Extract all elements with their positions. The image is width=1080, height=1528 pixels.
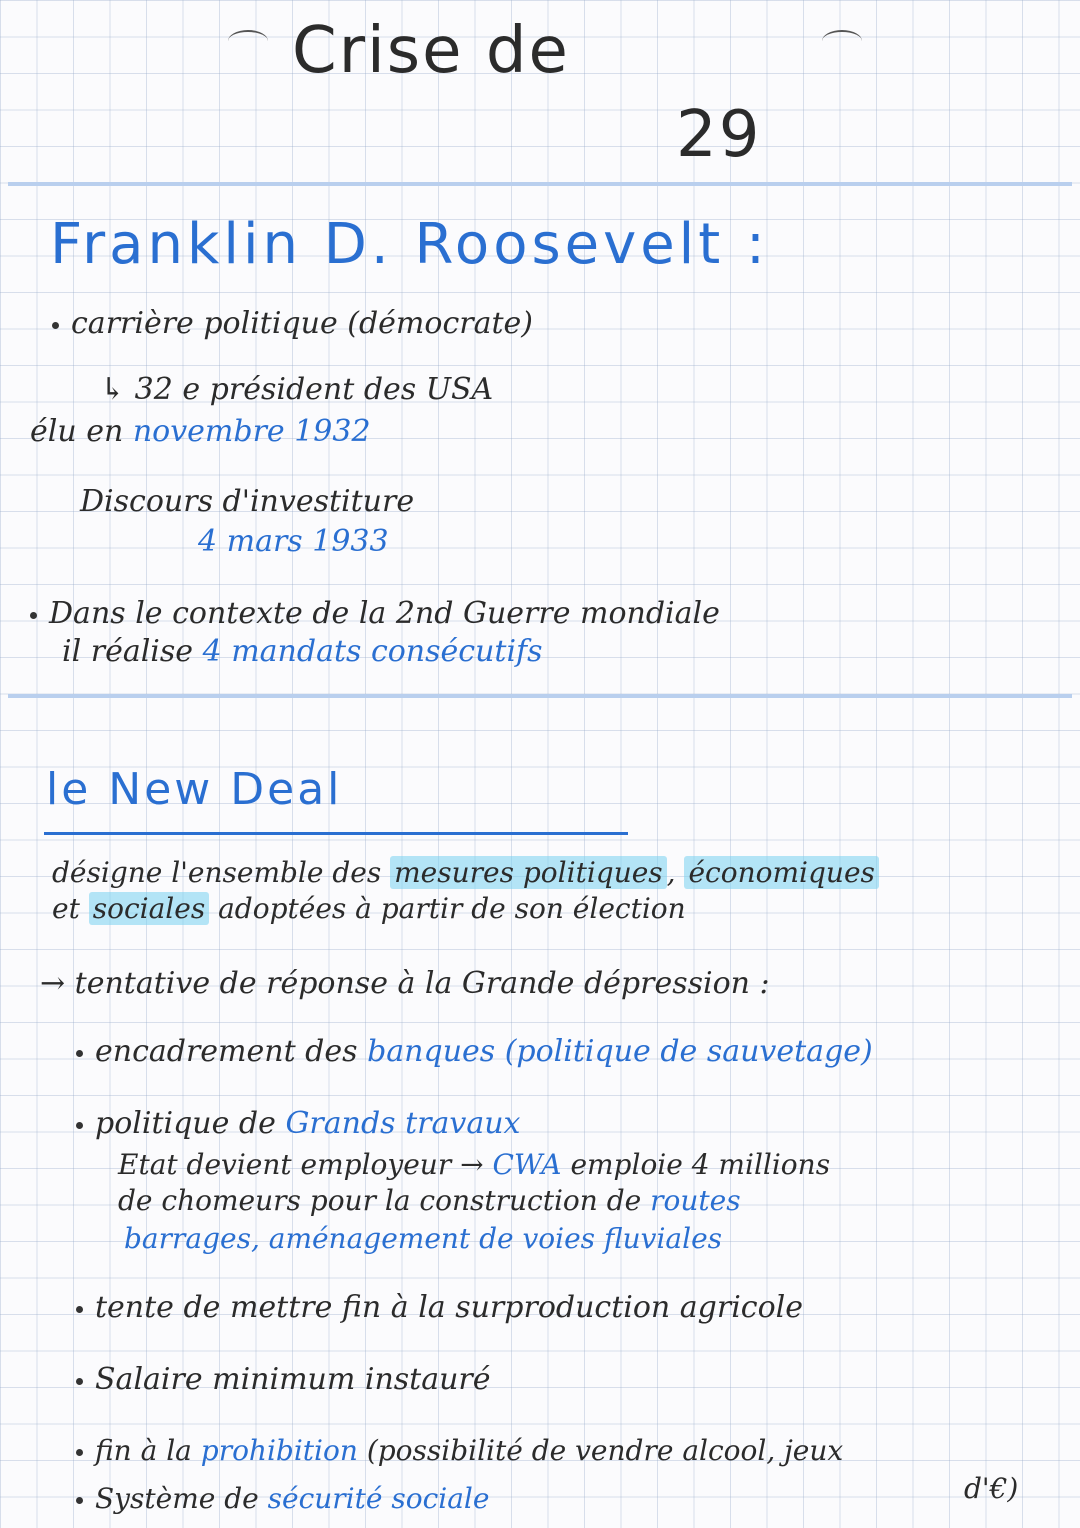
note-line: il réalise 4 mandats consécutifs — [62, 634, 543, 669]
note-line: Discours d'investiture — [80, 484, 415, 519]
note-line: carrière politique (démocrate) — [52, 306, 533, 341]
note-bullet: Salaire minimum instauré — [76, 1362, 491, 1397]
title-decoration-right — [822, 30, 862, 52]
note-line: → tentative de réponse à la Grande dépression : — [40, 966, 770, 1001]
note-line: Etat devient employeur → CWA emploie 4 millions — [118, 1148, 831, 1181]
bullet — [30, 612, 37, 619]
page-title: Crise de — [292, 14, 570, 88]
note-bullet: tente de mettre fin à la surproduction agricole — [76, 1290, 803, 1325]
note-line: et sociales adoptées à partir de son élection — [52, 892, 686, 925]
bullet — [76, 1050, 83, 1057]
title-decoration-left — [228, 30, 268, 52]
note-bullet: Système de sécurité sociale — [76, 1482, 489, 1515]
divider-top — [8, 182, 1072, 186]
note-bullet: fin à la prohibition (possibilité de vendre alcool, jeux — [76, 1434, 843, 1467]
bullet — [76, 1122, 83, 1129]
page-title-year: 29 — [676, 98, 762, 172]
note-line: élu en novembre 1932 — [30, 414, 371, 449]
bullet — [76, 1378, 83, 1385]
note-line: Dans le contexte de la 2nd Guerre mondiale — [30, 596, 720, 631]
note-line: d'€) — [964, 1472, 1019, 1505]
note-line: barrages, aménagement de voies fluviales — [124, 1222, 723, 1255]
section-heading-roosevelt: Franklin D. Roosevelt : — [50, 212, 769, 277]
divider-middle — [8, 694, 1072, 698]
bullet — [76, 1306, 83, 1313]
note-line: désigne l'ensemble des mesures politiques , économiques — [52, 856, 879, 889]
note-date: 4 mars 1933 — [198, 524, 389, 559]
note-bullet: politique de Grands travaux — [76, 1106, 520, 1141]
bullet — [76, 1449, 83, 1456]
note-line: de chomeurs pour la construction de routes — [118, 1184, 741, 1217]
bullet — [52, 322, 59, 329]
note-bullet: encadrement des banques (politique de sauvetage) — [76, 1034, 873, 1069]
bullet — [76, 1497, 83, 1504]
section-heading-new-deal: le New Deal — [46, 764, 343, 815]
heading-underline — [44, 832, 628, 835]
note-line: ↳ 32 e président des USA — [100, 372, 494, 407]
